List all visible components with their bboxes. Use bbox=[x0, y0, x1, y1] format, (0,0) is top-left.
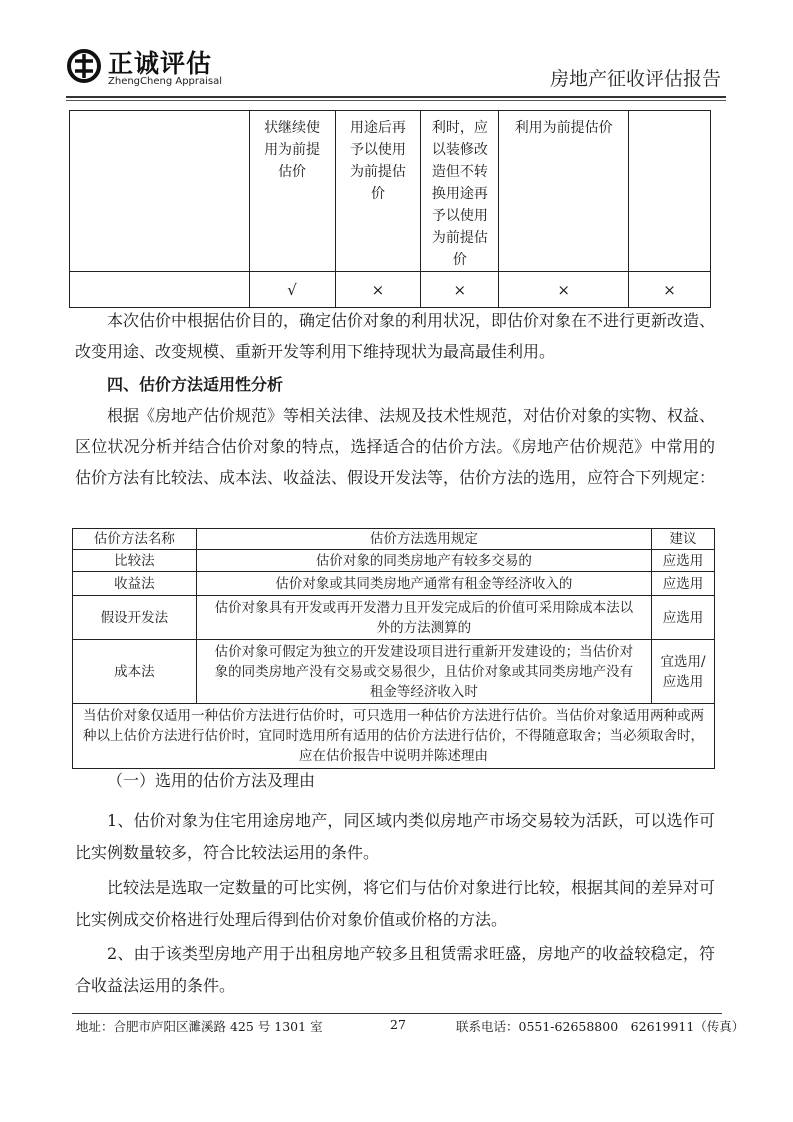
table-row bbox=[73, 596, 715, 640]
subsection-heading: （一）选用的估价方法及理由 bbox=[107, 771, 316, 790]
method-name: 成本法 bbox=[73, 640, 197, 704]
paragraph: 1、估价对象为住宅用途房地产，同区域内类似房地产市场交易较为活跃，可以选作可比实例数量较多，符合比较法运用的条件。 bbox=[75, 811, 715, 862]
logo-subtitle: ZhengCheng Appraisal bbox=[108, 76, 223, 87]
cross-mark: × bbox=[629, 272, 711, 308]
table-cell: 状继续使用为前提估价 bbox=[249, 111, 335, 272]
section-heading: 四、估价方法适用性分析 bbox=[107, 375, 284, 394]
table-row bbox=[73, 640, 715, 704]
footer-divider bbox=[72, 1013, 722, 1014]
table-row bbox=[70, 272, 711, 308]
method-rule: 估价对象可假定为独立的开发建设项目进行重新开发建设的；当估价对象的同类房地产没有交易或交易很少，且估价对象或其同类房地产没有租金等经济收入时 bbox=[196, 640, 651, 704]
table-note-row bbox=[73, 704, 715, 769]
method-rule: 估价对象或其同类房地产通常有租金等经济收入的 bbox=[196, 572, 651, 596]
method-advice: 应选用 bbox=[652, 550, 715, 572]
table-cell bbox=[70, 272, 250, 308]
header-divider bbox=[66, 96, 726, 98]
column-header: 建议 bbox=[652, 529, 715, 550]
column-header: 估价方法选用规定 bbox=[196, 529, 651, 550]
method-rule: 估价对象的同类房地产有较多交易的 bbox=[196, 550, 651, 572]
column-header: 估价方法名称 bbox=[73, 529, 197, 550]
table-cell bbox=[70, 111, 250, 272]
table-row bbox=[73, 550, 715, 572]
logo-mark-icon bbox=[66, 46, 102, 86]
table-row bbox=[70, 111, 711, 272]
table-header-row bbox=[73, 529, 715, 550]
method-name: 比较法 bbox=[73, 550, 197, 572]
best-use-table bbox=[69, 110, 711, 308]
method-rule: 估价对象具有开发或再开发潜力且开发完成后的价值可采用除成本法以外的方法测算的 bbox=[196, 596, 651, 640]
table-note: 当估价对象仅适用一种估价方法进行估价时，可只选用一种估价方法进行估价。当估价对象适用两种或两种以上估价方法进行估价时，宜同时选用所有适用的估价方法进行估价，不得随意取舍；当必须取舍时，应在估价报告中说明并陈述理由 bbox=[73, 704, 715, 769]
page-number: 27 bbox=[390, 1017, 406, 1032]
method-name: 假设开发法 bbox=[73, 596, 197, 640]
method-name: 收益法 bbox=[73, 572, 197, 596]
table-cell bbox=[629, 111, 711, 272]
method-advice: 应选用 bbox=[652, 596, 715, 640]
cross-mark: × bbox=[335, 272, 421, 308]
footer-phone: 联系电话：0551-62658800 62619911（传真） bbox=[456, 1019, 745, 1034]
method-advice: 宜选用/应选用 bbox=[652, 640, 715, 704]
logo-title: 正诚评估 bbox=[108, 49, 213, 78]
footer-address: 地址：合肥市庐阳区濉溪路 425 号 1301 室 bbox=[76, 1019, 323, 1034]
check-mark: √ bbox=[249, 272, 335, 308]
header-divider-thin bbox=[66, 100, 726, 101]
report-title: 房地产征收评估报告 bbox=[549, 68, 721, 90]
paragraph: 2、由于该类型房地产用于出租房地产较多且租赁需求旺盛，房地产的收益较稳定，符合收益法运用的条件。 bbox=[75, 944, 715, 995]
table-row bbox=[73, 572, 715, 596]
table-cell: 利时，应以装修改造但不转换用途再予以使用为前提估价 bbox=[421, 111, 499, 272]
cross-mark: × bbox=[421, 272, 499, 308]
paragraph: 根据《房地产估价规范》等相关法律、法规及技术性规范，对估价对象的实物、权益、区位状况分析并结合估价对象的特点，选择适合的估价方法。《房地产估价规范》中常用的估价方法有比较法、成本法、收益法、假设开发法等，估价方法的选用，应符合下列规定： bbox=[75, 406, 716, 487]
paragraph: 比较法是选取一定数量的可比实例，将它们与估价对象进行比较，根据其间的差异对可比实例成交价格进行处理后得到估价对象价值或价格的方法。 bbox=[75, 878, 716, 929]
company-logo bbox=[66, 44, 226, 94]
paragraph: 本次估价中根据估价目的，确定估价对象的利用状况，即估价对象在不进行更新改造、改变用途、改变规模、重新开发等利用下维持现状为最高最佳利用。 bbox=[75, 311, 716, 361]
methods-table bbox=[72, 528, 715, 769]
method-advice: 应选用 bbox=[652, 572, 715, 596]
cross-mark: × bbox=[499, 272, 629, 308]
table-cell: 用途后再予以使用为前提估价 bbox=[335, 111, 421, 272]
table-cell: 利用为前提估价 bbox=[499, 111, 629, 272]
